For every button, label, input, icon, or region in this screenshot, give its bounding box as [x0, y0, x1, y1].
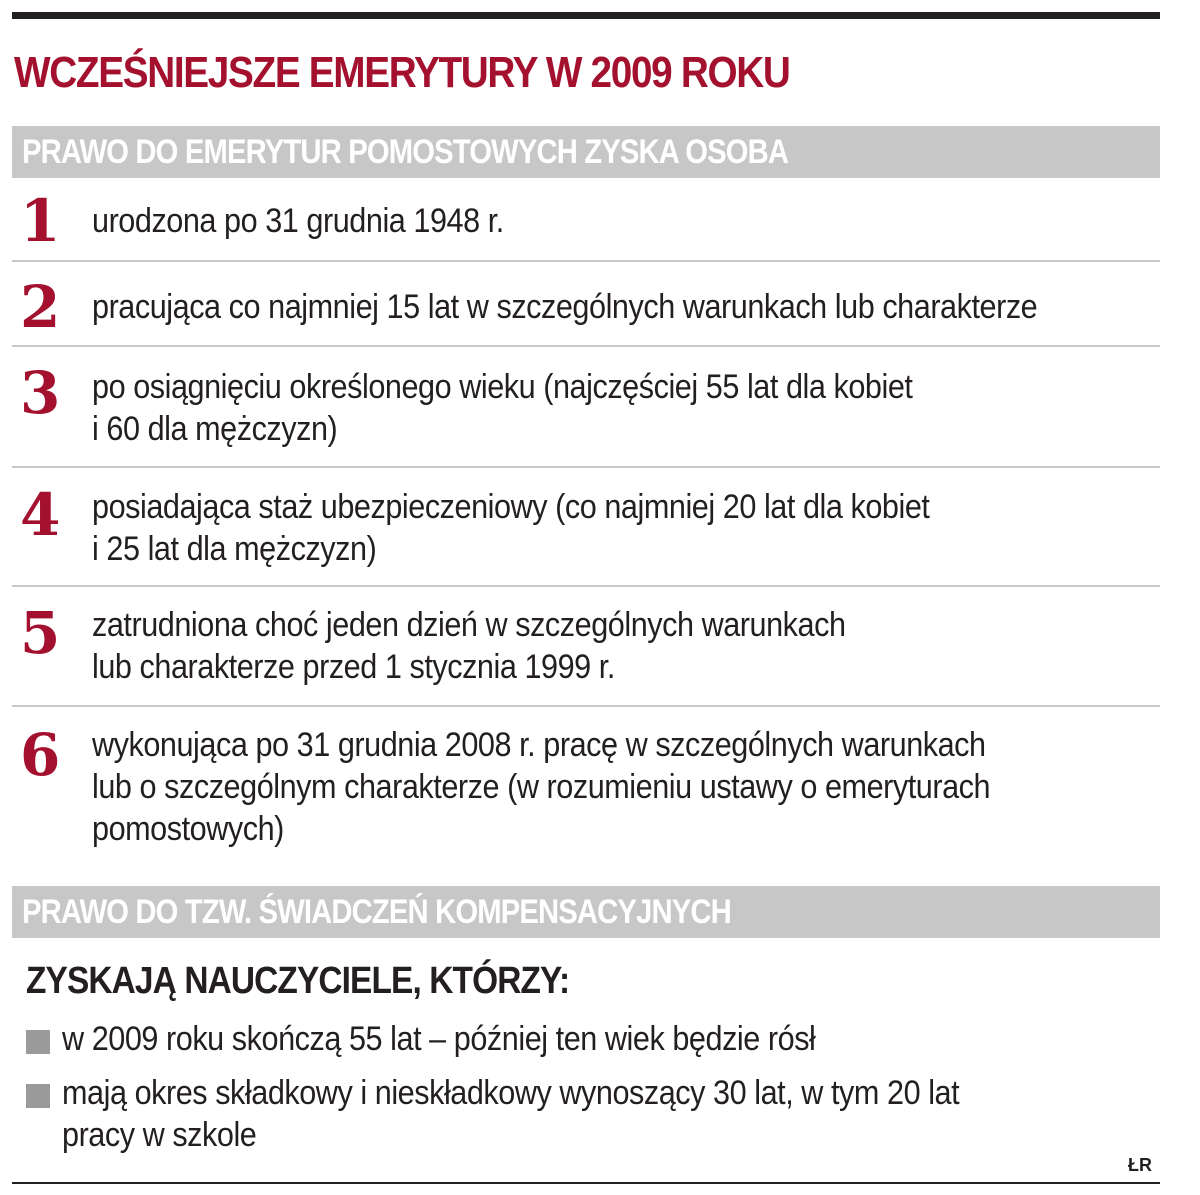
item-number: 1: [20, 187, 61, 255]
item-text-line: i 25 lat dla mężczyzn): [92, 530, 377, 568]
item-text-line: posiadająca staż ubezpieczeniowy (co najmniej 20 lat dla kobiet: [92, 488, 930, 526]
section-bar-bridge-pensions: [12, 126, 1160, 178]
divider: [12, 345, 1160, 347]
list-item: [12, 716, 1160, 866]
bullet-square-icon: [26, 1084, 50, 1108]
divider: [12, 466, 1160, 468]
item-number: 4: [20, 481, 61, 549]
item-number: 5: [20, 599, 61, 667]
bottom-rule: [12, 1182, 1160, 1184]
item-text-line: lub charakterze przed 1 stycznia 1999 r.: [92, 648, 615, 686]
item-text-line: zatrudniona choć jeden dzień w szczególnych warunkach: [92, 606, 846, 644]
section-heading: PRAWO DO TZW. ŚWIADCZEŃ KOMPENSACYJNYCH: [22, 893, 731, 931]
item-text: [92, 724, 1046, 850]
page-title: WCZEŚNIEJSZE EMERYTURY W 2009 ROKU: [14, 48, 790, 97]
item-text-line: wykonująca po 31 grudnia 2008 r. pracę w szczególnych warunkach: [92, 726, 986, 764]
item-text-line: lub o szczególnym charakterze (w rozumieniu ustawy o emeryturach: [92, 768, 991, 806]
item-text: [92, 366, 1046, 450]
item-number: 2: [20, 273, 61, 341]
list-item: [26, 1016, 1146, 1062]
item-number: 6: [20, 721, 61, 789]
divider: [12, 260, 1160, 262]
item-text-line: po osiągnięciu określonego wieku (najczęściej 55 lat dla kobiet: [92, 368, 913, 406]
subheading: ZYSKAJĄ NAUCZYCIELE, KTÓRZY:: [26, 960, 570, 1002]
list-item: [12, 356, 1160, 466]
section-bar-compensation: [12, 886, 1160, 938]
bullet-text: [62, 1072, 1088, 1156]
author-credit: ŁR: [1128, 1155, 1152, 1175]
list-item: [12, 272, 1160, 346]
bullet-text: w 2009 roku skończą 55 lat – później ten wiek będzie rósł: [62, 1020, 816, 1058]
list-item: [26, 1070, 1146, 1160]
item-text: pracująca co najmniej 15 lat w szczególnych warunkach lub charakterze: [92, 288, 1038, 326]
list-item: [12, 188, 1160, 260]
bullet-square-icon: [26, 1030, 50, 1054]
item-text: [92, 486, 1046, 570]
item-text-line: pomostowych): [92, 810, 284, 848]
list-item: [12, 476, 1160, 586]
item-text: [92, 604, 1046, 688]
section-heading: PRAWO DO EMERYTUR POMOSTOWYCH ZYSKA OSOBA: [22, 133, 789, 171]
bullet-text-line: pracy w szkole: [62, 1116, 257, 1154]
list-item: [12, 596, 1160, 706]
divider: [12, 585, 1160, 587]
bullet-text-line: mają okres składkowy i nieskładkowy wynoszący 30 lat, w tym 20 lat: [62, 1074, 960, 1112]
item-text: urodzona po 31 grudnia 1948 r.: [92, 202, 504, 240]
item-number: 3: [20, 359, 61, 427]
item-text-line: i 60 dla mężczyzn): [92, 410, 338, 448]
divider: [12, 705, 1160, 707]
top-rule: [12, 12, 1160, 19]
